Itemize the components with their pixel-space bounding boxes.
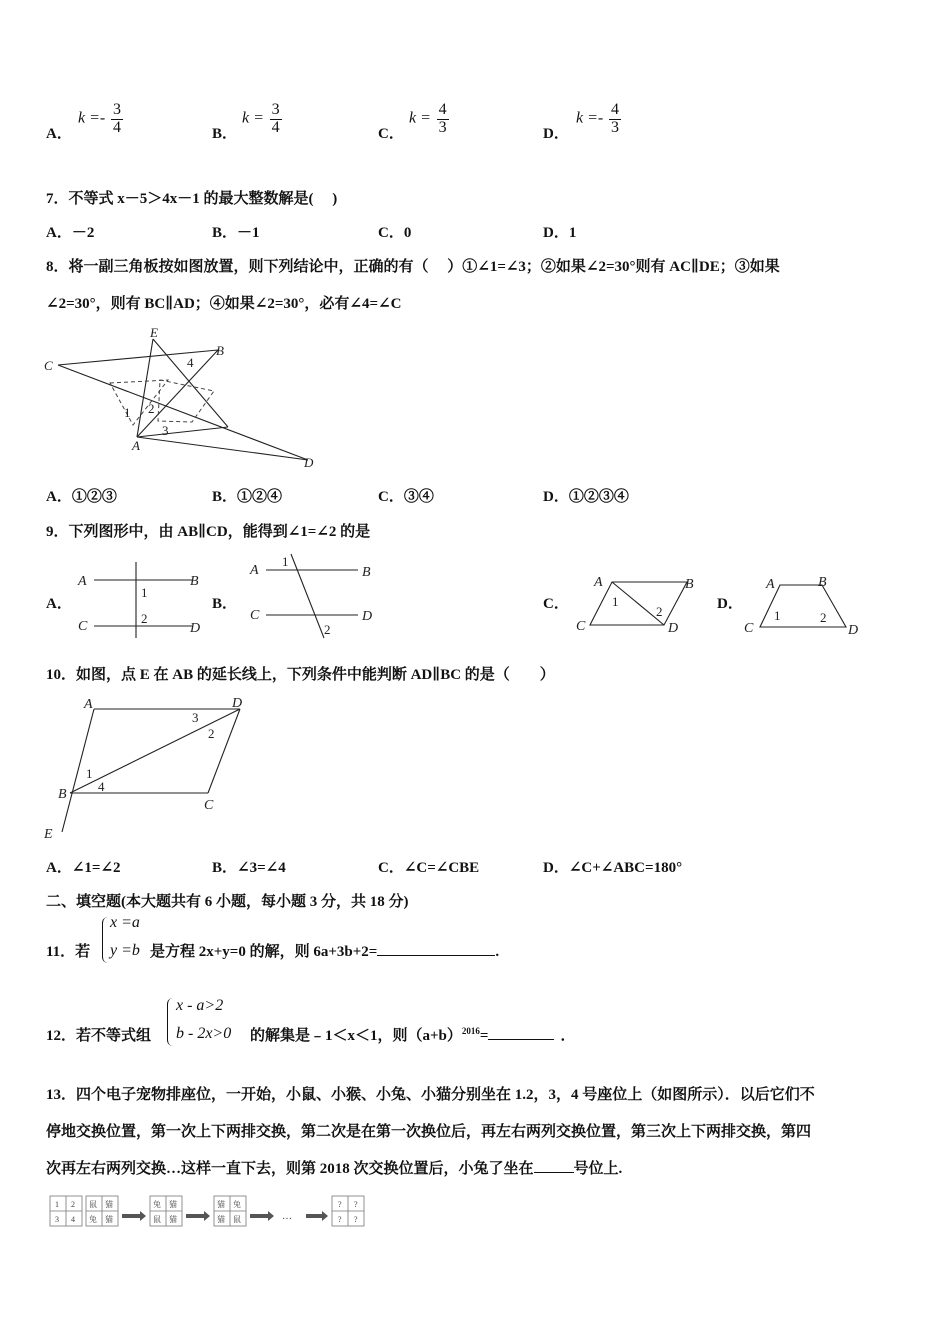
label-2: 2 [148,401,155,416]
seat-1: 1 [55,1200,59,1209]
q6-option-b-formula [242,102,282,137]
grid0-cell: 兔 [89,1215,97,1224]
denominator: 3 [610,118,619,136]
q7-option-d[interactable]: D．1 [543,225,577,241]
label-d: D [668,621,679,636]
label-b: B [58,787,67,802]
label-d: D [362,609,373,624]
q12-text: 的解集是﹣1＜x＜1，则（a+b） [250,1028,462,1044]
q11-end: . [495,944,500,960]
q6-option-c[interactable] [378,122,404,143]
q9-option-d[interactable]: D． [717,596,743,612]
grid1-cell: 鼠 [153,1215,161,1224]
label-c: C [576,619,586,634]
grid0-cell: 猫 [105,1200,113,1209]
denominator: 4 [112,118,121,136]
numerator: 3 [112,101,121,118]
label-a: A [250,563,259,578]
grid2-cell: 猫 [217,1215,225,1224]
label-b: B [216,343,224,358]
q8-option-d[interactable]: D．①②③④ [543,489,629,505]
grid3-cell: ? [338,1200,342,1209]
line-dc [208,709,240,793]
q9-figure-a [72,560,212,640]
label-1: 1 [141,585,148,600]
q12-suffix [250,1024,575,1045]
denominator: 4 [271,118,280,136]
option-label: C． [378,126,404,142]
q7-option-b[interactable]: B．－1 [212,225,260,241]
fraction [111,102,123,137]
label-4: 4 [187,355,194,370]
line-ad [137,437,308,460]
label-c: C [744,621,754,636]
q11-eq1: x =a [110,914,140,931]
label-b: B [362,565,371,580]
q6-option-a-formula [78,102,123,137]
q7-stem: 7．不等式 x－5＞4x－1 的最大整数解是( ) [46,191,338,207]
option-label: B． [212,126,238,142]
q7-option-a[interactable]: A．－2 [46,225,95,241]
q12-ineq2: b - 2x>0 [176,1025,232,1042]
line-cb [58,350,218,365]
q11-prefix: 11．若 [46,944,91,960]
label-3: 3 [192,710,199,725]
denominator: 3 [438,118,447,136]
label-b: B [190,574,199,589]
q6-option-b[interactable] [212,122,237,143]
q9-figure-c [572,572,702,638]
q6-option-d-formula [576,102,621,137]
numerator: 4 [438,101,447,118]
q10-option-c[interactable]: C．∠C=∠CBE [378,860,480,876]
q12-exponent: 2016 [461,1026,480,1036]
label-a: A [594,575,603,590]
label-a: A [766,577,775,592]
line-db [70,709,240,793]
option-label: A． [46,126,72,142]
label-a: A [132,438,140,453]
arrow-icon [250,1211,274,1221]
q13-text: 次再左右两列交换…这样一直下去，则第 2018 次交换位置后，小兔了坐在 [46,1161,534,1177]
arrow-icon [186,1211,210,1221]
grid1-cell: 猫 [169,1215,177,1224]
seat-4: 4 [71,1215,75,1224]
q13-line2: 停地交换位置，第一次上下两排交换，第二次是在第一次换位后，再左右两列交换位置，第三次上下两排交换，第四 [46,1124,812,1140]
q11-answer-blank[interactable] [377,941,495,956]
label-b: B [685,577,694,592]
label-1: 1 [612,594,619,609]
label-d: D [190,621,201,636]
option-label: D． [543,126,569,142]
label-c: C [204,798,214,813]
label-c: C [250,608,260,623]
numerator: 4 [610,101,619,118]
grid3-cell: ? [354,1215,358,1224]
q8-figure [40,325,330,475]
fraction [270,102,282,137]
q10-stem: 10．如图，点 E 在 AB 的延长线上，下列条件中能判断 AD∥BC 的是（ ） [46,667,555,683]
q6-option-c-formula [409,102,449,137]
dots: … [282,1211,292,1222]
label-2: 2 [820,610,827,625]
label-b: B [818,575,827,590]
fraction [437,102,449,137]
label-1: 1 [282,554,289,569]
section-title: 二、填空题(本大题共有 6 小题，每小题 3 分，共 18 分) [46,894,409,910]
q9-stem: 9．下列图形中，由 AB∥CD，能得到∠1=∠2 的是 [46,524,371,540]
q10-option-a[interactable]: A．∠1=∠2 [46,860,121,876]
grid2-cell: 猫 [217,1200,225,1209]
arrow-icon [122,1211,146,1221]
grid1-cell: 猫 [169,1200,177,1209]
q7-option-c[interactable]: C．0 [378,225,412,241]
label-2: 2 [656,604,663,619]
label-e: E [150,325,158,340]
label-e: E [44,827,53,842]
q13-end: 号位上. [573,1161,623,1177]
label-c: C [44,358,53,373]
arrow-icon [306,1211,328,1221]
numerator: 3 [271,101,280,118]
line-cd [58,365,308,460]
grid1-cell: 兔 [153,1200,161,1209]
brace [167,998,174,1046]
q12-eq: = [479,1028,489,1044]
q13-answer-blank[interactable] [534,1158,574,1173]
q9-option-b[interactable]: B． [212,596,238,612]
q8-option-b[interactable]: B．①②④ [212,489,283,505]
q8-stem-line1: 8．将一副三角板按如图放置，则下列结论中，正确的有（ ）①∠1=∠3；②如果∠2=30°则有 AC∥DE；③如果 [46,259,780,275]
formula-lhs: k = [409,109,431,127]
q10-option-b[interactable]: B．∠3=∠4 [212,860,286,876]
label-d: D [848,623,859,638]
q11-text: 是方程 2x+y=0 的解，则 6a+3b+2= [150,944,378,960]
formula-lhs: k =- [576,109,604,127]
label-c: C [78,619,88,634]
seat-3: 3 [55,1215,59,1224]
q12-ineq1: x - a>2 [176,997,224,1014]
q9-option-c[interactable]: C． [543,596,569,612]
q13-line1: 13．四个电子宠物排座位，一开始，小鼠、小猴、小兔、小猫分别坐在 1.2，3，4 号座位上（如图所示）．以后它们不 [46,1087,815,1103]
label-a: A [78,574,87,589]
grid2-cell: 兔 [233,1200,241,1209]
grid2-cell: 鼠 [233,1215,241,1224]
q6-option-d[interactable] [543,122,569,143]
fraction [609,102,621,137]
q9-figure-d [742,574,866,640]
label-a: A [84,697,93,712]
q10-figure [40,692,250,842]
q6-option-a[interactable] [46,122,72,143]
q11-eq2: y =b [110,942,140,959]
formula-lhs: k =- [78,109,106,127]
label-d: D [232,696,243,711]
label-1: 1 [86,766,93,781]
grid0-cell: 猫 [105,1215,113,1224]
seat-2: 2 [71,1200,75,1209]
line-bottom [137,427,228,437]
q12-end: ． [560,1028,576,1044]
q12-answer-blank[interactable] [488,1025,554,1040]
q10-option-d[interactable]: D．∠C+∠ABC=180° [543,860,683,876]
label-2: 2 [208,726,215,741]
formula-lhs: k = [242,109,264,127]
label-d: D [304,455,314,470]
label-4: 4 [98,779,105,794]
q11-suffix [150,940,499,961]
q12-prefix: 12．若不等式组 [46,1028,152,1044]
grid3-cell: ? [354,1200,358,1209]
grid3-cell: ? [338,1215,342,1224]
q8-option-c[interactable]: C．③④ [378,489,434,505]
q8-option-a[interactable]: A．①②③ [46,489,117,505]
q9-figure-b [246,552,386,642]
q9-option-a[interactable]: A． [46,596,72,612]
q8-stem-line2: ∠2=30°，则有 BC∥AD；④如果∠2=30°，必有∠4=∠C [46,296,402,312]
label-3: 3 [162,423,169,438]
grid0-cell: 鼠 [89,1200,97,1209]
q13-figure [48,1192,378,1234]
label-1: 1 [124,405,131,420]
label-2: 2 [324,622,331,637]
label-2: 2 [141,611,148,626]
brace [102,917,109,963]
q13-line3 [46,1157,622,1178]
label-1: 1 [774,608,781,623]
